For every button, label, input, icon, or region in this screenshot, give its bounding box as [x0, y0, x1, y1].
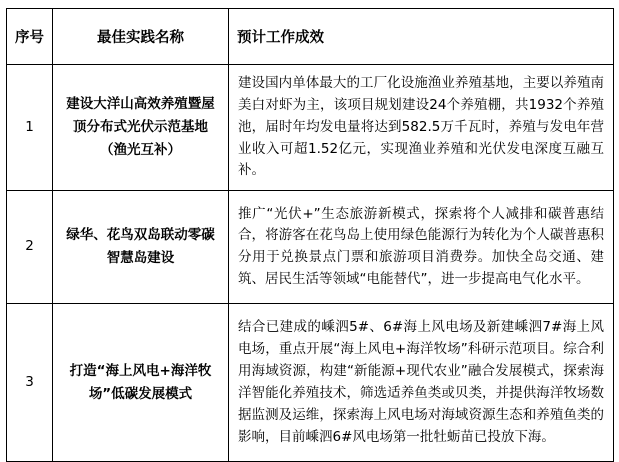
practice-effect: 建设国内单体最大的工厂化设施渔业养殖基地，主要以养殖南美白对虾为主，该项目规划建设24个养殖棚，共1932个养殖池，届时年均发电量将达到582.5万千瓦时，养殖与发电年营业收入可超1.52亿元，实现渔业养殖和光伏发电深度互融互补。: [229, 65, 614, 191]
row-number: 2: [7, 191, 53, 304]
table-header-row: [7, 9, 614, 65]
practice-effect: 推广“光伏+”生态旅游新模式，探索将个人减排和碳普惠结合，将游客在花鸟岛上使用绿色能源行为转化为个人碳普惠积分用于兑换景点门票和旅游项目消费券。加快全岛交通、建筑、居民生活等领域“电能替代”，进一步提高电气化水平。: [229, 191, 614, 304]
row-number: 3: [7, 304, 53, 462]
table-header: [7, 9, 614, 65]
practice-name: 建设大洋山高效养殖暨屋顶分布式光伏示范基地（渔光互补）: [53, 65, 229, 191]
table-row: [7, 191, 614, 304]
table-body: [7, 65, 614, 462]
row-number: 1: [7, 65, 53, 191]
column-header-effect: 预计工作成效: [229, 9, 614, 65]
best-practice-table: [6, 8, 614, 462]
practice-name: 绿华、花鸟双岛联动零碳智慧岛建设: [53, 191, 229, 304]
column-header-name: 最佳实践名称: [53, 9, 229, 65]
table-row: [7, 304, 614, 462]
table-row: [7, 65, 614, 191]
column-header-no: 序号: [7, 9, 53, 65]
practice-name: 打造“海上风电+海洋牧场”低碳发展模式: [53, 304, 229, 462]
practice-effect: 结合已建成的嵊泗5#、6#海上风电场及新建嵊泗7#海上风电场，重点开展“海上风电+海洋牧场”科研示范项目。综合利用海域资源，构建“新能源+现代农业”融合发展模式，探索海洋智能化养殖技术，筛选适养鱼类或贝类，并提供海洋牧场数据监测及运维，探索海上风电场对海域资源生态和养殖鱼类的影响，目前嵊泗6#风电场第一批牡蛎苗已投放下海。: [229, 304, 614, 462]
